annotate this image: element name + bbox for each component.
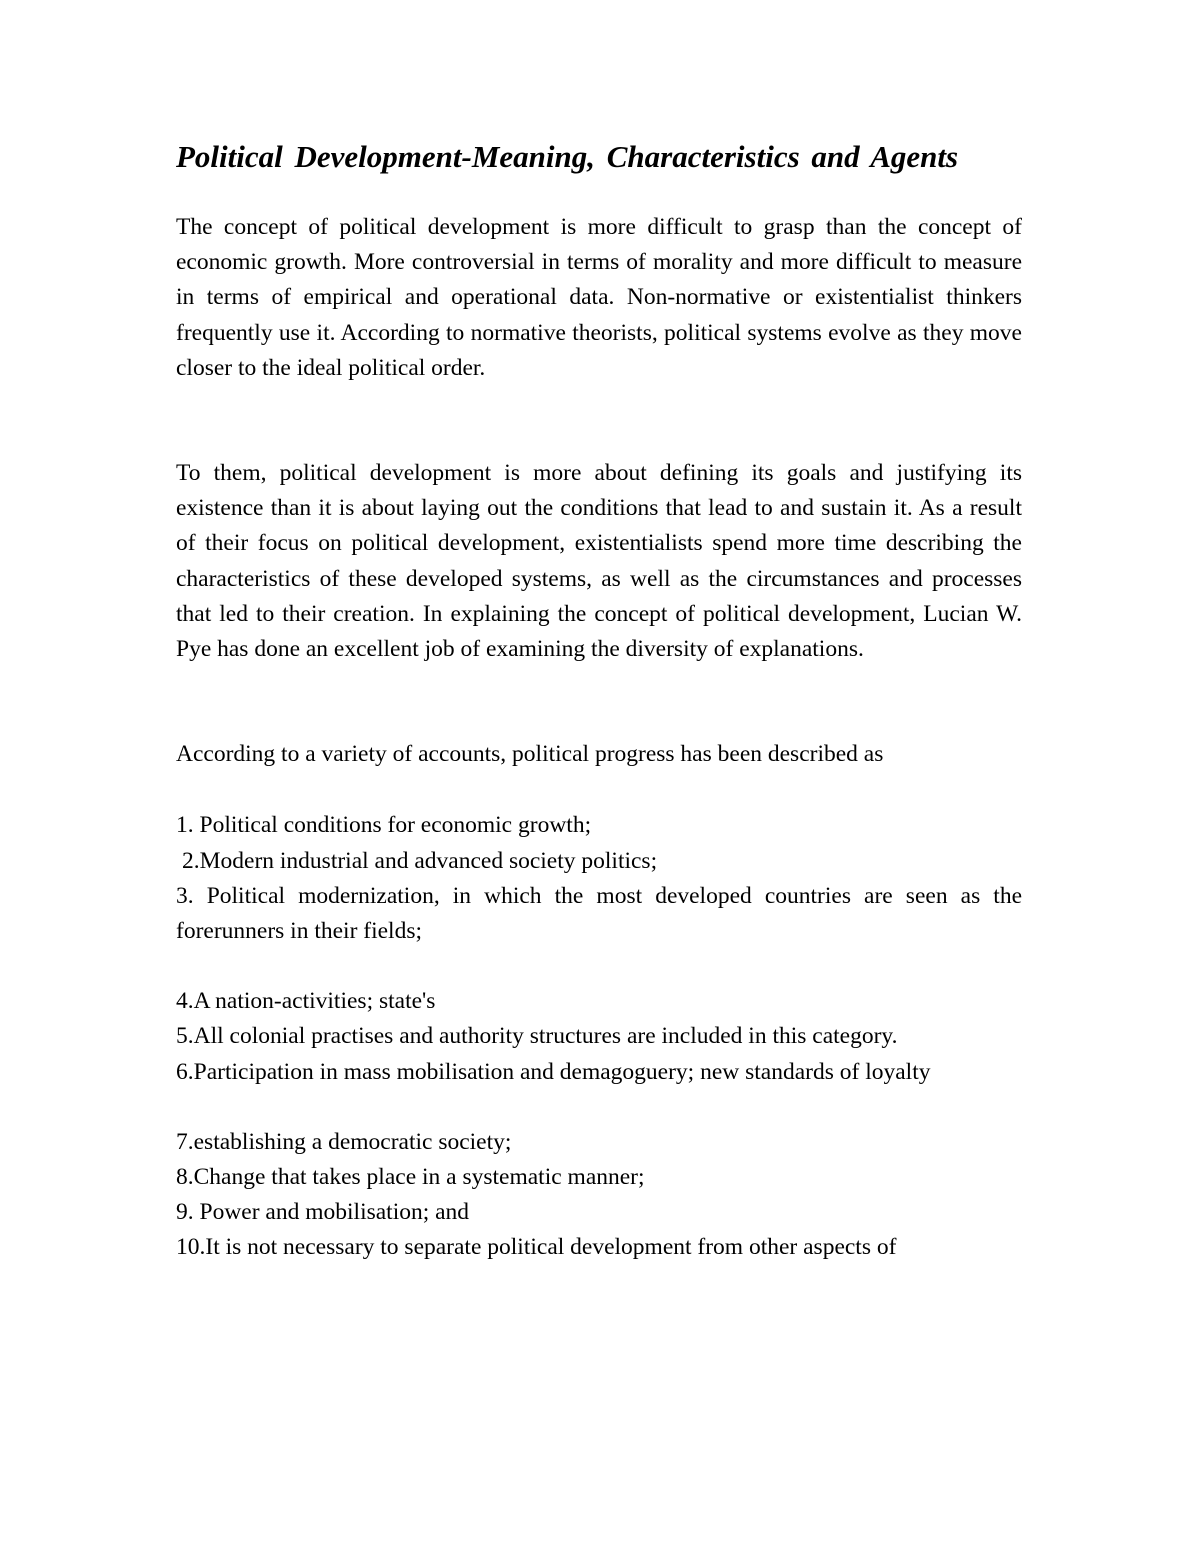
list-item: 1. Political conditions for economic growth; <box>176 812 592 839</box>
list-item: 3. Political modernization, in which the most developed countries are seen as the forerunners in their fields; <box>176 882 1022 945</box>
spacer <box>176 175 1022 210</box>
spacer <box>176 386 1022 456</box>
list-group-3 <box>176 1125 1022 1266</box>
list-item: 8.Change that takes place in a systematic manner; <box>176 1164 645 1191</box>
list-item: 5.All colonial practises and authority structures are included in this category. <box>176 1023 898 1050</box>
list-item: 9. Power and mobilisation; and <box>176 1199 470 1226</box>
list-item: 2.Modern industrial and advanced society politics; <box>182 847 658 874</box>
list-item: 7.establishing a democratic society; <box>176 1128 512 1155</box>
paragraph-existentialists: To them, political development is more about defining its goals and justifying its existence than it is about laying out the conditions that lead to and sustain it. As a result of their focus on political development, existentialists spend more time describing the characteristics of these developed systems, as well as the circumstances and processes that led to their creation. In explaining the concept of political development, Lucian W. Pye has done an excellent job of examining the diversity of explanations. <box>176 460 1022 663</box>
list-item: 6.Participation in mass mobilisation and demagoguery; new standards of loyalty <box>176 1058 931 1085</box>
paragraph-intro: The concept of political development is more difficult to grasp than the concept of economic growth. More controversial in terms of morality and more difficult to measure in terms of empirical and operational data. Non-normative or existentialist thinkers frequently use it. According to normative theorists, political systems evolve as they move closer to the ideal political order. <box>176 214 1022 381</box>
list-item: 10.It is not necessary to separate political development from other aspects of <box>176 1234 897 1261</box>
spacer <box>176 667 1022 737</box>
document-title: Political Development-Meaning, Characteristics and Agents <box>176 139 959 174</box>
spacer <box>176 1090 1022 1125</box>
list-item: 4.A nation-activities; state's <box>176 988 436 1015</box>
paragraph-list-intro: According to a variety of accounts, political progress has been described as <box>176 741 884 768</box>
list-group-2 <box>176 984 1022 1090</box>
spacer <box>176 772 1022 808</box>
list-group-1 <box>176 808 1022 949</box>
spacer <box>176 949 1022 984</box>
document-page <box>176 138 1022 1266</box>
